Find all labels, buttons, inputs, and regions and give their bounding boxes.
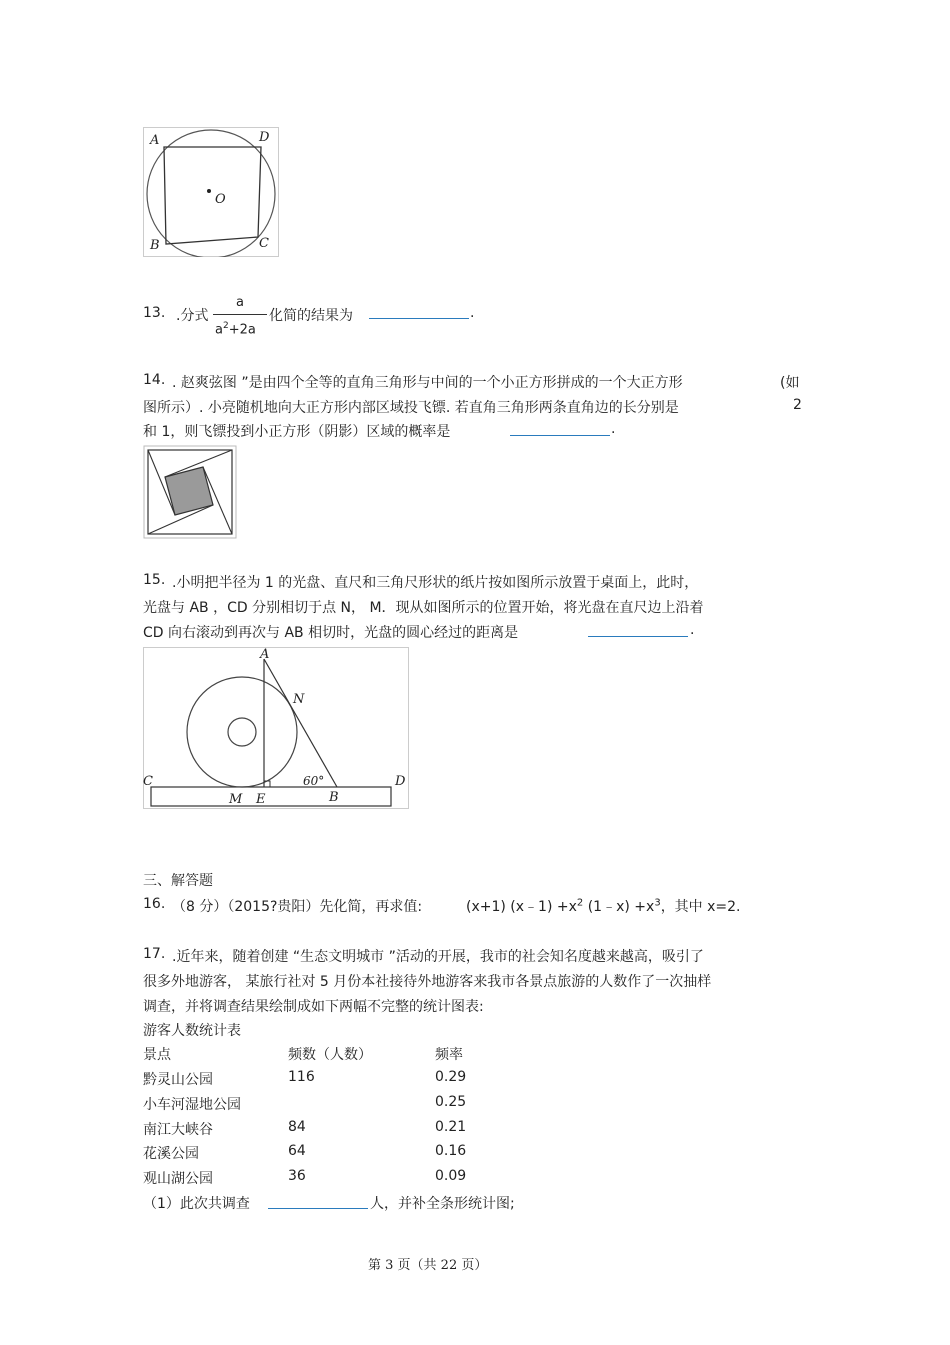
fraction-numerator: a [236,295,244,310]
disc-ruler-figure [143,647,409,809]
q14-number: 14. [143,372,166,388]
header-cell: 景点 [143,1047,171,1063]
q17-sub1-answer-blank [268,1208,368,1209]
label-a: A [150,133,160,148]
label-a: A [260,647,270,662]
q14-line-1-tail: (如 [780,375,800,391]
q17-line-2: 很多外地游客， 某旅行社对 5 月份本社接待外地游客来我市各景点旅游的人数作了一次抽样 [143,974,712,990]
table-cell: 0.29 [435,1069,467,1085]
header-cell: 频数（人数） [288,1047,372,1063]
q13-number: 13. [143,305,166,321]
table-cell: 84 [288,1119,306,1135]
q17-line-1: .近年来，随着创建 “生态文明城市 ”活动的开展，我市的社会知名度越来越高，吸引了 [172,949,704,965]
label-e: E [256,792,266,807]
q15-answer-blank [588,636,688,637]
table-cell: 116 [288,1069,315,1085]
q15-number: 15. [143,572,166,588]
table-title: 游客人数统计表 [143,1023,241,1039]
table-cell: 0.16 [435,1143,467,1159]
label-b: B [329,790,339,805]
table-cell: 64 [288,1143,306,1159]
q17-number: 17. [143,946,166,962]
q15-line-2: 光盘与 AB ，CD 分别相切于点 N， M．现从如图所示的位置开始，将光盘在直尺边上沿着 [143,600,704,616]
label-n: N [293,692,305,707]
table-cell: 南江大峡谷 [143,1122,213,1138]
header-cell: 频率 [435,1047,463,1063]
q13-prefix: .分式 [176,308,209,324]
label-c: C [143,774,153,789]
label-b: B [150,238,160,253]
table-cell: 观山湖公园 [143,1171,213,1187]
table-cell: 小车河湿地公园 [143,1097,241,1113]
q17-sub1-prefix: （1）此次共调查 [143,1196,250,1212]
label-c: C [259,236,269,251]
q16-prefix: （8 分）（2015?贵阳）先化简，再求值: [172,899,423,915]
q15-period: . [690,622,695,638]
label-m: M [229,792,243,807]
section-heading: 三、解答题 [143,873,213,889]
table-cell: 0.21 [435,1119,467,1135]
zhao-shuang-diagram [143,445,237,539]
q14-line-2: 图所示）. 小亮随机地向大正方形内部区域投飞镖. 若直角三角形两条直角边的长分别是 [143,400,679,416]
q16-expression: (x+1) (x﹣1) $+x^2$ (1﹣x) $+x^3$，其中 x=2. [466,897,741,915]
q13-text: 化简的结果为 [269,308,353,324]
table-cell: 0.09 [435,1168,467,1184]
angle-label: 60° [303,774,325,788]
square-in-circle-figure [143,127,279,257]
label-d: D [259,130,270,145]
page-footer: 第 3 页（共 22 页） [368,1258,488,1273]
q13-period: . [470,305,475,321]
q14-line-1: . 赵爽弦图 ”是由四个全等的直角三角形与中间的一个小正方形拼成的一个大正方形 [172,375,683,391]
q14-period: . [611,421,616,437]
q17-sub1-text: 人，并补全条形统计图; [370,1196,515,1212]
q14-line-2-tail: 2 [793,397,802,413]
q14-line-3: 和 1，则飞镖投到小正方形（阴影）区域的概率是 [143,424,451,440]
table-cell: 花溪公园 [143,1146,199,1162]
q15-line-1: .小明把半径为 1 的光盘、直尺和三角尺形状的纸片按如图所示放置于桌面上，此时， [172,575,699,591]
q14-answer-blank [510,435,610,436]
label-o: O [215,192,226,207]
q13-answer-blank [369,318,469,319]
q15-line-3: CD 向右滚动到再次与 AB 相切时，光盘的圆心经过的距离是 [143,625,519,641]
table-cell: 36 [288,1168,306,1184]
q17-line-3: 调查，并将调查结果绘制成如下两幅不完整的统计图表: [143,999,484,1015]
table-cell: 黔灵山公园 [143,1072,213,1088]
fraction-denominator: $a^2+2a$ [215,321,256,338]
table-cell: 0.25 [435,1094,467,1110]
q16-number: 16. [143,896,166,912]
label-d: D [395,774,406,789]
